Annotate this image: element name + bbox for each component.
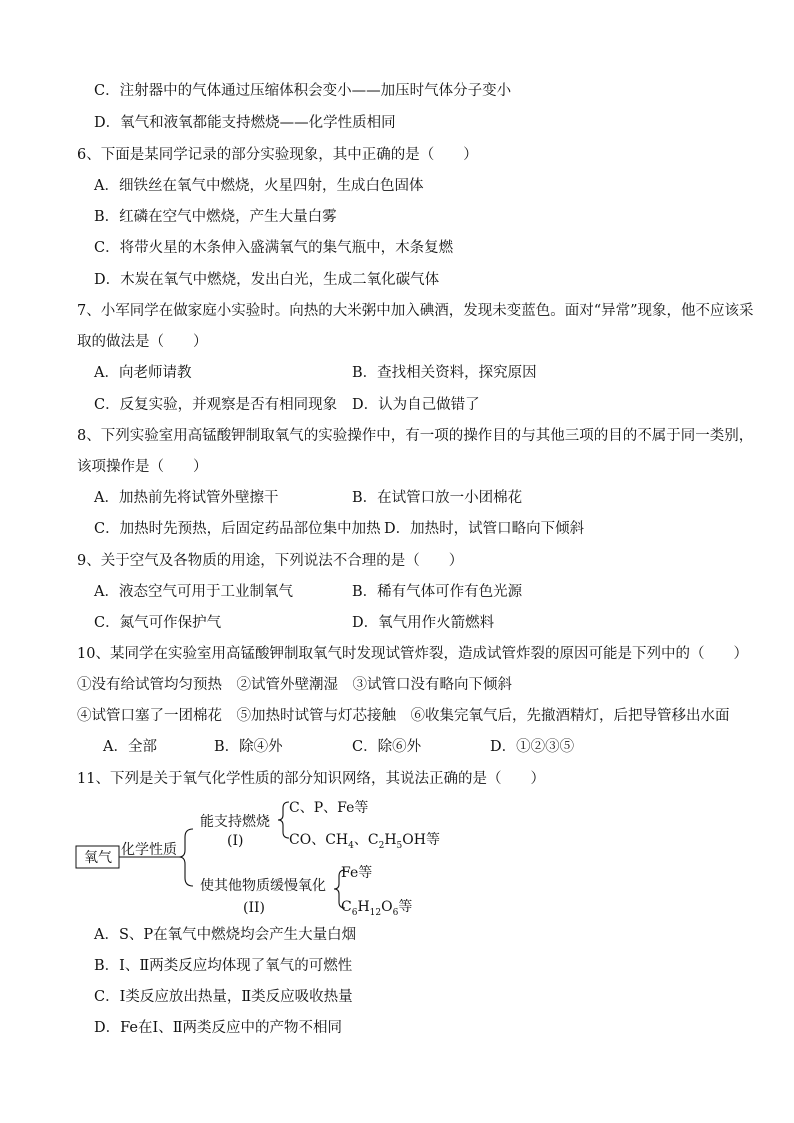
q6-option-c: C．将带火星的木条伸入盛满氧气的集气瓶中，木条复燃: [94, 240, 454, 256]
category-1-items-line2: CO、$CH_4$、$C_2H_5OH$等: [289, 832, 440, 851]
q7-stem-line1: 7、小军同学在做家庭小实验时。向热的大米粥中加入碘酒，发现未变蓝色。面对“异常”现象，他不应该采: [77, 303, 754, 319]
q9-option-d: D．氧气用作火箭燃料: [352, 615, 495, 631]
chemical-property-label: 化学性质: [121, 842, 177, 858]
q10-option-a: A．全部: [103, 739, 157, 755]
q6-option-d: D．木炭在氧气中燃烧，发出白光，生成二氧化碳气体: [94, 272, 440, 288]
q6-option-a: A．细铁丝在氧气中燃烧，火星四射，生成白色固体: [94, 178, 424, 194]
q8-option-a: A．加热前先将试管外壁擦干: [94, 490, 279, 506]
main-brace: [179, 829, 193, 886]
q10-items-line2: ④试管口塞了一团棉花 ⑤加热时试管与灯芯接触 ⑥收集完氧气后，先撤酒精灯，后把导管移出水面: [77, 708, 730, 724]
oxygen-label: 氧气: [84, 850, 112, 866]
q10-option-c: C．除⑥外: [352, 739, 422, 755]
q11-option-b: B．Ⅰ、Ⅱ两类反应均体现了氧气的可燃性: [94, 958, 353, 974]
q10-stem: 10、某同学在实验室用高锰酸钾制取氧气时发现试管炸裂，造成试管炸裂的原因可能是下列中的（ ）: [77, 646, 748, 662]
q11-option-a: A．S、P在氧气中燃烧均会产生大量白烟: [94, 927, 357, 943]
category-2-items-line1: Fe等: [341, 865, 373, 881]
q7-option-a: A．向老师请教: [94, 365, 192, 381]
q6-stem: 6、下面是某同学记录的部分实验现象，其中正确的是（ ）: [77, 147, 478, 163]
q7-option-d: D．认为自己做错了: [352, 397, 480, 413]
q11-option-d: D．Fe在Ⅰ、Ⅱ两类反应中的产物不相同: [94, 1020, 343, 1036]
q8-option-d: D．加热时，试管口略向下倾斜: [384, 521, 585, 537]
oxygen-knowledge-network-diagram: [75, 796, 440, 920]
q6-option-b: B．红磷在空气中燃烧，产生大量白雾: [94, 209, 337, 225]
category-2-tag: (II): [243, 900, 265, 916]
category-slow-oxidation-label: 使其他物质缓慢氧化: [200, 878, 326, 894]
q8-stem-line2: 该项操作是（ ）: [77, 459, 208, 475]
q9-option-c: C．氮气可作保护气: [94, 615, 222, 631]
q8-option-b: B．在试管口放一小团棉花: [352, 490, 523, 506]
category-1-tag: (I): [227, 833, 244, 849]
q5-option-d: D．氧气和液氧都能支持燃烧——化学性质相同: [94, 115, 396, 131]
q9-option-b: B．稀有气体可作有色光源: [352, 584, 523, 600]
q11-stem: 11、下列是关于氧气化学性质的部分知识网络，其说法正确的是（ ）: [77, 771, 545, 787]
q11-option-c: C．Ⅰ类反应放出热量，Ⅱ类反应吸收热量: [94, 989, 353, 1005]
q5-option-c: C．注射器中的气体通过压缩体积会变小——加压时气体分子变小: [94, 83, 512, 99]
q10-option-b: B．除④外: [214, 739, 283, 755]
q10-items-line1: ①没有给试管均匀预热 ②试管外壁潮湿 ③试管口没有略向下倾斜: [77, 677, 512, 693]
q10-option-d: D．①②③⑤: [490, 739, 575, 755]
category-1-items-line1: C、P、Fe等: [289, 800, 369, 816]
q8-stem-line1: 8、下列实验室用高锰酸钾制取氧气的实验操作中，有一项的操作目的与其他三项的目的不属于同一类别，: [77, 428, 754, 444]
q7-option-c: C．反复实验，并观察是否有相同现象: [94, 397, 338, 413]
q9-option-a: A．液态空气可用于工业制氧气: [94, 584, 293, 600]
brace-1: [278, 802, 289, 838]
q8-option-c: C．加热时先预热，后固定药品部位集中加热: [94, 521, 381, 537]
category-2-items-line2: $C_6H_{12}O_6$等: [341, 899, 413, 918]
category-combustion-label: 能支持燃烧: [200, 814, 270, 830]
q7-option-b: B．查找相关资料，探究原因: [352, 365, 537, 381]
q9-stem: 9、关于空气及各物质的用途，下列说法不合理的是（ ）: [77, 553, 464, 569]
q7-stem-line2: 取的做法是（ ）: [77, 334, 208, 350]
